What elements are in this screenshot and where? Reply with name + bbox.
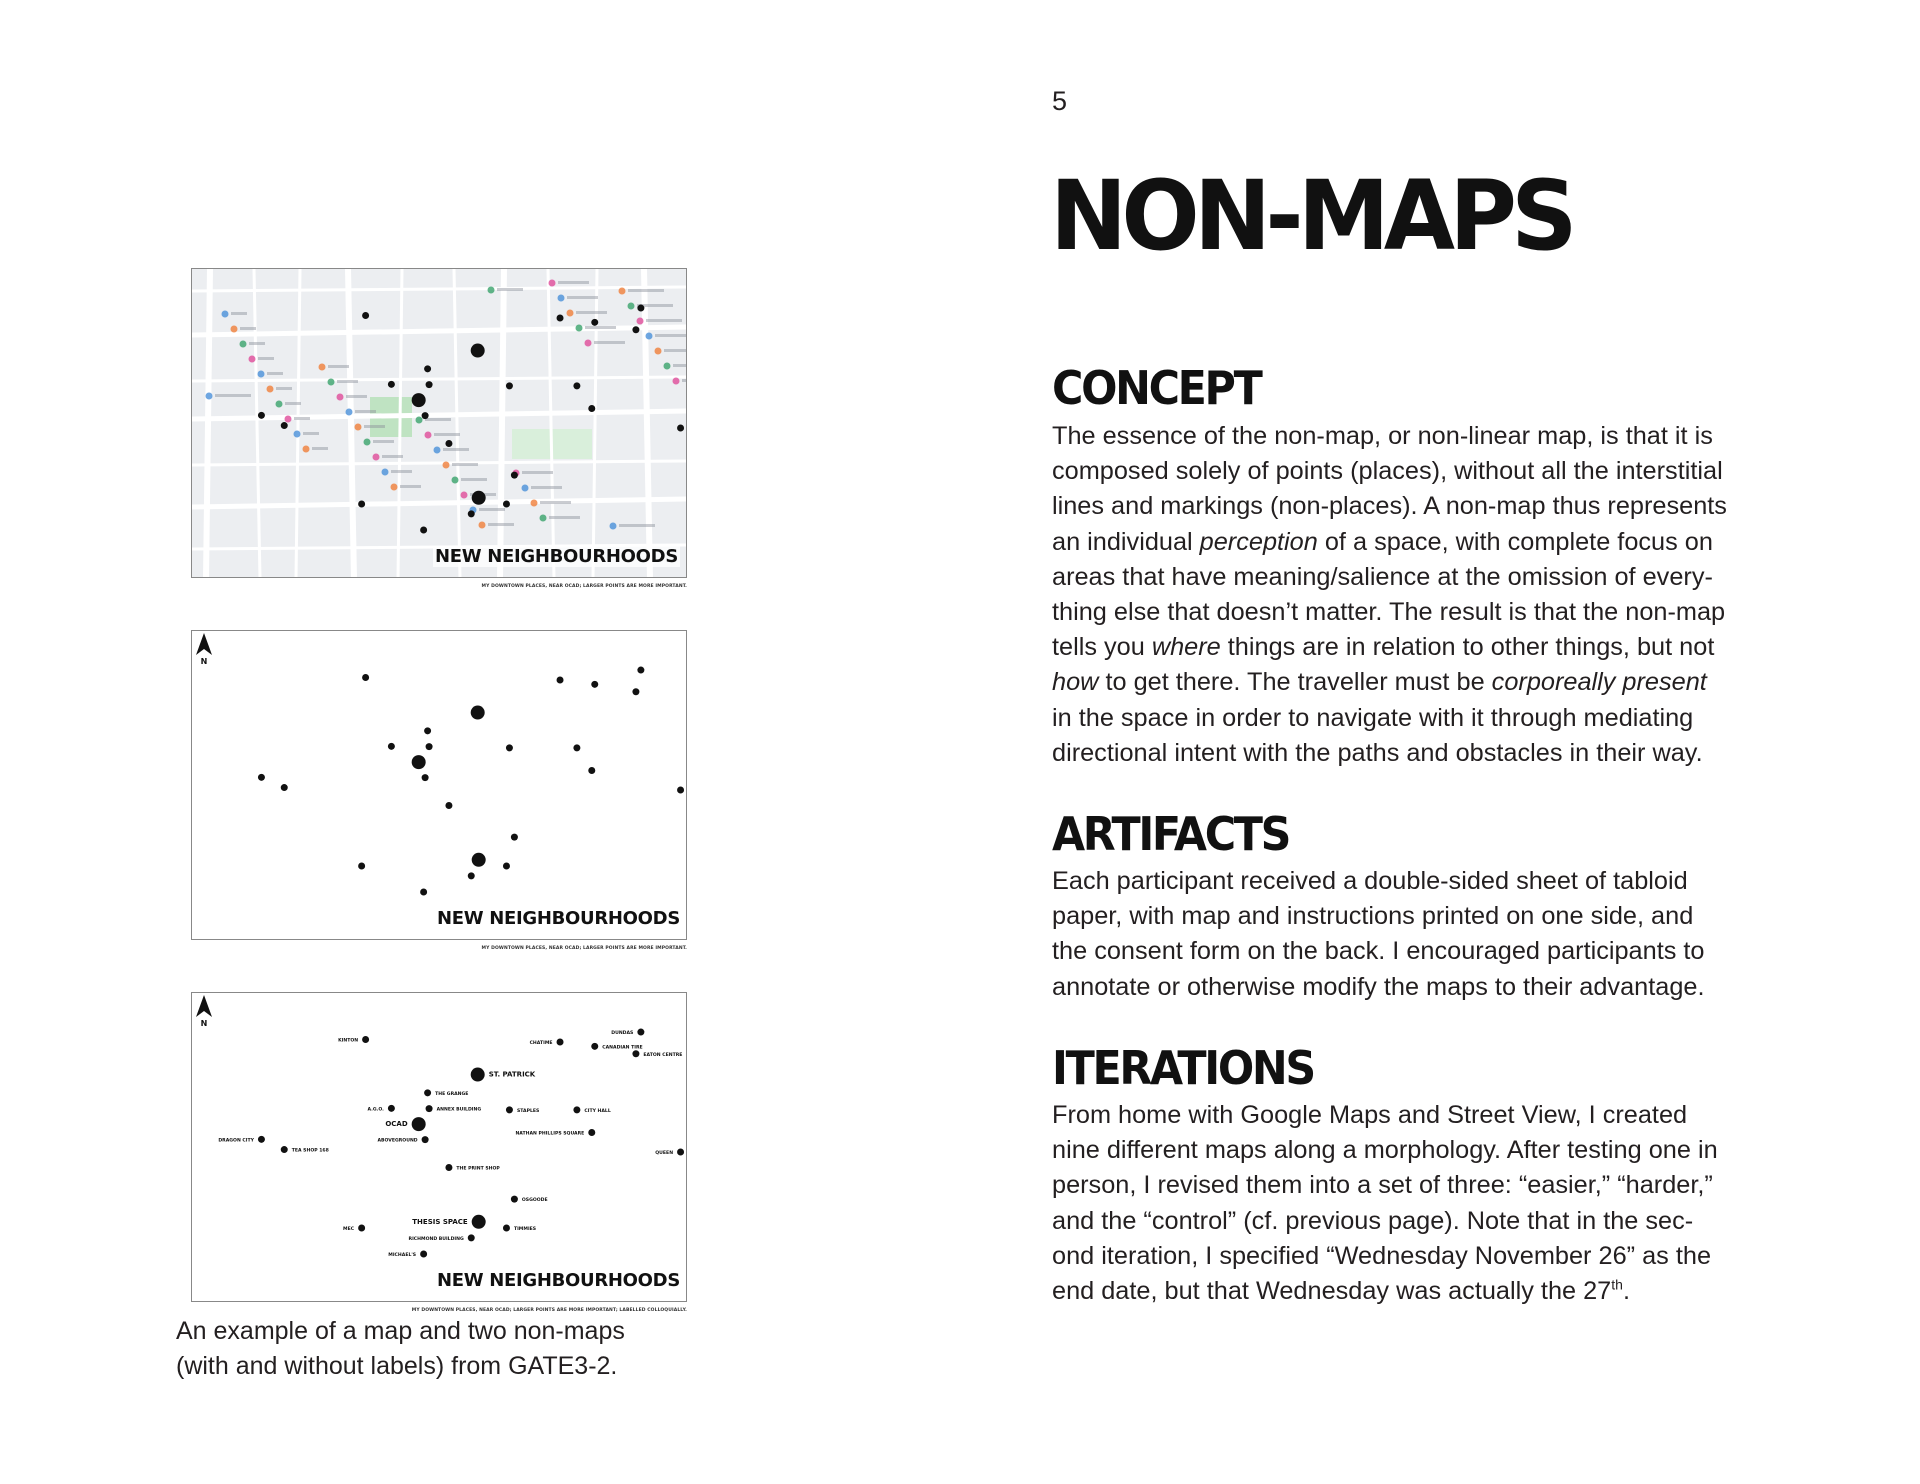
text-line xyxy=(1052,934,1822,969)
text-run: annotate or otherwise modify the maps to their advantage. xyxy=(1052,972,1705,1001)
text-line xyxy=(1052,864,1822,899)
place-point xyxy=(472,853,486,867)
street-map-panel xyxy=(191,268,687,578)
text-run: of a space, with complete focus on xyxy=(1317,527,1713,556)
place-point xyxy=(412,393,426,407)
place-label: CANADIAN TIRE xyxy=(602,1045,643,1051)
map-label-placeholder xyxy=(576,311,607,314)
place-point xyxy=(573,382,580,389)
place-point xyxy=(506,744,513,751)
place-point xyxy=(445,1164,452,1171)
map-label-placeholder xyxy=(258,357,274,360)
place-point xyxy=(677,1149,684,1156)
poi-marker-icon xyxy=(567,310,574,317)
place-point xyxy=(503,862,510,869)
place-point xyxy=(281,1146,288,1153)
text-run: person, I revised them into a set of three: “easier,” “harder,” xyxy=(1052,1171,1713,1200)
poi-marker-icon xyxy=(531,500,538,507)
text-line xyxy=(1052,1239,1822,1274)
place-point xyxy=(258,774,265,781)
place-point xyxy=(422,412,429,419)
map-label-placeholder xyxy=(664,349,687,352)
poi-marker-icon xyxy=(443,462,450,469)
place-point xyxy=(677,787,684,794)
place-point xyxy=(573,744,580,751)
non-map-labelled-points xyxy=(192,993,687,1302)
street-line xyxy=(500,269,504,578)
place-label: OSGOODE xyxy=(521,1198,548,1204)
map-label-placeholder xyxy=(655,334,687,337)
map-label-placeholder xyxy=(434,433,460,436)
place-point xyxy=(445,440,452,447)
poi-marker-icon xyxy=(328,379,335,386)
poi-marker-icon xyxy=(391,484,398,491)
poi-marker-icon xyxy=(294,431,301,438)
map-label-placeholder xyxy=(373,440,394,443)
place-point xyxy=(511,472,518,479)
poi-marker-icon xyxy=(346,409,353,416)
text-line xyxy=(1052,595,1822,630)
poi-marker-icon xyxy=(355,424,362,431)
map-label-placeholder xyxy=(215,394,251,397)
text-run: directional intent with the paths and obstacles in their way. xyxy=(1052,738,1703,767)
place-point xyxy=(557,314,564,321)
place-point xyxy=(424,1089,431,1096)
street-map-title: NEW NEIGHBOURHOODS xyxy=(434,546,678,567)
place-label: CHATIME xyxy=(529,1040,553,1046)
map-label-placeholder xyxy=(567,296,598,299)
text-run: . xyxy=(1622,1277,1630,1306)
map-label-placeholder xyxy=(391,470,412,473)
poi-marker-icon xyxy=(267,386,274,393)
text-line xyxy=(1052,419,1822,454)
section-heading-concept: CONCEPT xyxy=(1052,361,1261,415)
poi-marker-icon xyxy=(231,326,238,333)
place-point xyxy=(637,305,644,312)
map-label-placeholder xyxy=(346,395,367,398)
place-point xyxy=(557,676,564,683)
poi-marker-icon xyxy=(479,522,486,529)
text-run: an individual xyxy=(1052,527,1200,556)
text-line xyxy=(1052,560,1822,595)
text-line xyxy=(1052,1168,1822,1203)
text-run: composed solely of points (places), without all the interstitial xyxy=(1052,457,1723,486)
text-run: paper, with map and instructions printed on one side, and xyxy=(1052,902,1694,931)
place-point xyxy=(424,365,431,372)
poi-marker-icon xyxy=(585,340,592,347)
place-point xyxy=(591,681,598,688)
place-point xyxy=(511,834,518,841)
place-label: DUNDAS xyxy=(611,1031,634,1037)
map-label-placeholder xyxy=(443,448,469,451)
place-label: NATHAN PHILLIPS SQUARE xyxy=(515,1131,585,1137)
text-run: ond iteration, I specified “Wednesday November 26” as the xyxy=(1052,1241,1712,1270)
section-body-concept xyxy=(1052,419,1822,771)
place-label: DRAGON CITY xyxy=(218,1138,254,1144)
place-point xyxy=(503,1224,510,1231)
place-point xyxy=(420,889,427,896)
place-point xyxy=(588,405,595,412)
non-map-labelled-subtitle: MY DOWNTOWN PLACES, NEAR OCAD; LARGER POINTS ARE MORE IMPORTANT; LABELLED COLLOQUIALLY. xyxy=(411,1308,687,1313)
text-line xyxy=(1052,665,1822,700)
poi-marker-icon xyxy=(488,287,495,294)
place-point xyxy=(637,1029,644,1036)
page-title: NON-MAPS xyxy=(1050,160,1572,272)
street-map-graphic xyxy=(192,269,687,578)
text-line xyxy=(1052,1274,1822,1309)
non-map-unlabelled-title: NEW NEIGHBOURHOODS xyxy=(436,908,680,929)
place-point xyxy=(588,1129,595,1136)
map-label-placeholder xyxy=(312,447,328,450)
text-run: tells you xyxy=(1052,633,1152,662)
text-line xyxy=(1052,970,1822,1005)
place-point xyxy=(511,1196,518,1203)
map-label-placeholder xyxy=(646,319,682,322)
street-map-subtitle: MY DOWNTOWN PLACES, NEAR OCAD; LARGER POINTS ARE MORE IMPORTANT. xyxy=(481,584,687,589)
place-point xyxy=(573,1106,580,1113)
figure-caption xyxy=(176,1314,736,1384)
map-label-placeholder xyxy=(479,508,505,511)
place-point xyxy=(472,491,486,505)
place-point xyxy=(506,1106,513,1113)
text-run: lines and markings (non-places). A non-map thus represents xyxy=(1052,492,1727,521)
map-label-placeholder xyxy=(400,485,421,488)
north-arrow-icon xyxy=(192,631,216,665)
place-point xyxy=(281,422,288,429)
poi-marker-icon xyxy=(540,515,547,522)
place-point xyxy=(468,1234,475,1241)
map-label-placeholder xyxy=(303,432,319,435)
place-point xyxy=(468,510,475,517)
place-point xyxy=(632,688,639,695)
place-point xyxy=(632,326,639,333)
text-run: thing else that doesn’t matter. The result is that the non-map xyxy=(1052,598,1726,627)
place-point xyxy=(426,1105,433,1112)
map-label-placeholder xyxy=(364,425,385,428)
section-body-artifacts xyxy=(1052,864,1822,1005)
north-label: N xyxy=(200,657,208,665)
poi-marker-icon xyxy=(646,333,653,340)
non-map-labelled-title: NEW NEIGHBOURHOODS xyxy=(436,1270,680,1291)
place-point xyxy=(637,667,644,674)
place-label: MEC xyxy=(343,1226,355,1232)
poi-marker-icon xyxy=(258,371,265,378)
place-point xyxy=(426,743,433,750)
place-label: STAPLES xyxy=(516,1108,540,1114)
poi-marker-icon xyxy=(619,288,626,295)
place-label: RICHMOND BUILDING xyxy=(408,1236,464,1242)
map-label-placeholder xyxy=(682,379,687,382)
map-label-placeholder xyxy=(425,418,451,421)
map-label-placeholder xyxy=(619,524,655,527)
poi-marker-icon xyxy=(522,485,529,492)
poi-marker-icon xyxy=(673,378,680,385)
map-background xyxy=(192,269,687,578)
place-point xyxy=(591,1043,598,1050)
map-label-placeholder xyxy=(337,380,358,383)
poi-marker-icon xyxy=(364,439,371,446)
poi-marker-icon xyxy=(461,492,468,499)
map-label-placeholder xyxy=(328,365,349,368)
place-label: THESIS SPACE xyxy=(412,1217,468,1226)
text-run: end date, but that Wednesday was actually the 27 xyxy=(1052,1277,1612,1306)
poi-marker-icon xyxy=(319,364,326,371)
text-run: and the “control” (cf. previous page). Note that in the sec- xyxy=(1052,1206,1694,1235)
map-label-placeholder xyxy=(531,486,562,489)
place-point xyxy=(358,1224,365,1231)
place-point xyxy=(388,381,395,388)
place-point xyxy=(362,1036,369,1043)
place-point xyxy=(506,382,513,389)
superscript-text: th xyxy=(1611,1276,1623,1293)
place-point xyxy=(388,1105,395,1112)
map-label-placeholder xyxy=(585,326,616,329)
poi-marker-icon xyxy=(664,363,671,370)
place-label: ANNEX BUILDING xyxy=(436,1107,482,1113)
section-body-iterations xyxy=(1052,1098,1822,1309)
poi-marker-icon xyxy=(285,416,292,423)
place-point xyxy=(420,527,427,534)
map-label-placeholder xyxy=(594,341,625,344)
poi-marker-icon xyxy=(206,393,213,400)
place-label: OCAD xyxy=(385,1120,408,1129)
place-point xyxy=(677,425,684,432)
place-point xyxy=(362,674,369,681)
map-label-placeholder xyxy=(231,312,247,315)
place-point xyxy=(557,1038,564,1045)
map-label-placeholder xyxy=(285,402,301,405)
text-run: From home with Google Maps and Street View, I created xyxy=(1052,1101,1688,1129)
poi-marker-icon xyxy=(416,417,423,424)
place-point xyxy=(503,500,510,507)
map-label-placeholder xyxy=(267,372,283,375)
place-label: KINTON xyxy=(338,1038,359,1044)
text-line xyxy=(1052,489,1822,524)
poi-marker-icon xyxy=(576,325,583,332)
place-label: CITY HALL xyxy=(584,1108,611,1114)
place-point xyxy=(468,872,475,879)
map-label-placeholder xyxy=(522,471,553,474)
north-label: N xyxy=(200,1019,208,1027)
poi-marker-icon xyxy=(637,318,644,325)
text-line xyxy=(1052,1098,1822,1133)
emphasis-text: how xyxy=(1052,668,1099,697)
page-number: 5 xyxy=(1052,86,1068,116)
place-point xyxy=(412,755,426,769)
place-point xyxy=(358,500,365,507)
non-map-unlabelled-points xyxy=(192,631,687,940)
place-label: TEA SHOP 168 xyxy=(291,1148,329,1154)
map-label-placeholder xyxy=(497,288,523,291)
text-line xyxy=(1052,701,1822,736)
map-label-placeholder xyxy=(240,327,256,330)
non-map-unlabelled-panel xyxy=(191,630,687,940)
place-point xyxy=(424,727,431,734)
place-point xyxy=(358,862,365,869)
emphasis-text: perception xyxy=(1199,527,1318,556)
place-point xyxy=(420,1251,427,1258)
place-point xyxy=(388,743,395,750)
section-heading-iterations: ITERATIONS xyxy=(1052,1041,1314,1095)
place-point xyxy=(362,312,369,319)
place-point xyxy=(632,1050,639,1057)
place-point xyxy=(445,802,452,809)
map-label-placeholder xyxy=(549,516,580,519)
place-label: MICHAEL'S xyxy=(388,1253,417,1259)
poi-marker-icon xyxy=(549,280,556,287)
map-label-placeholder xyxy=(461,478,487,481)
caption-line: An example of a map and two non-maps xyxy=(176,1317,625,1345)
north-arrow-icon xyxy=(192,993,216,1027)
poi-marker-icon xyxy=(628,303,635,310)
poi-marker-icon xyxy=(373,454,380,461)
place-point xyxy=(258,1136,265,1143)
place-label: QUEEN xyxy=(655,1151,674,1157)
text-line xyxy=(1052,525,1822,560)
poi-marker-icon xyxy=(382,469,389,476)
place-label: THE PRINT SHOP xyxy=(456,1166,500,1172)
poi-marker-icon xyxy=(655,348,662,355)
text-line xyxy=(1052,630,1822,665)
text-run: areas that have meaning/salience at the omission of every- xyxy=(1052,562,1713,591)
poi-marker-icon xyxy=(452,477,459,484)
poi-marker-icon xyxy=(558,295,565,302)
place-point xyxy=(426,381,433,388)
map-label-placeholder xyxy=(382,455,403,458)
map-label-placeholder xyxy=(488,523,514,526)
text-run: nine different maps along a morphology. After testing one in xyxy=(1052,1136,1718,1165)
map-label-placeholder xyxy=(673,364,687,367)
poi-marker-icon xyxy=(425,432,432,439)
map-label-placeholder xyxy=(355,410,376,413)
non-map-unlabelled-subtitle: MY DOWNTOWN PLACES, NEAR OCAD; LARGER POINTS ARE MORE IMPORTANT. xyxy=(481,946,687,951)
poi-marker-icon xyxy=(222,311,229,318)
poi-marker-icon xyxy=(337,394,344,401)
place-label: TIMMIES xyxy=(513,1226,537,1232)
poi-marker-icon xyxy=(276,401,283,408)
place-point xyxy=(258,412,265,419)
place-point xyxy=(472,1215,486,1229)
text-run: Each participant received a double-sided sheet of tabloid xyxy=(1052,867,1688,895)
map-label-placeholder xyxy=(540,501,571,504)
text-line xyxy=(1052,454,1822,489)
place-point xyxy=(422,1136,429,1143)
section-heading-artifacts: ARTIFACTS xyxy=(1052,807,1290,861)
poi-marker-icon xyxy=(249,356,256,363)
text-run: in the space in order to navigate with it through mediating xyxy=(1052,703,1694,732)
place-point xyxy=(422,774,429,781)
place-label: THE GRANGE xyxy=(435,1091,469,1097)
caption-line: (with and without labels) from GATE3-2. xyxy=(176,1352,618,1380)
street-line xyxy=(206,269,210,578)
poi-marker-icon xyxy=(434,447,441,454)
place-point xyxy=(591,319,598,326)
place-label: ST. PATRICK xyxy=(488,1070,536,1079)
map-label-placeholder xyxy=(628,289,664,292)
place-point xyxy=(471,344,485,358)
text-line xyxy=(1052,736,1822,771)
place-label: A.G.O. xyxy=(367,1107,384,1113)
map-label-placeholder xyxy=(294,417,310,420)
place-point xyxy=(281,784,288,791)
map-label-placeholder xyxy=(249,342,265,345)
text-line xyxy=(1052,1204,1822,1239)
map-label-placeholder xyxy=(452,463,478,466)
poi-marker-icon xyxy=(240,341,247,348)
place-point xyxy=(471,706,485,720)
poi-marker-icon xyxy=(610,523,617,530)
text-run: the consent form on the back. I encouraged participants to xyxy=(1052,937,1705,966)
emphasis-text: where xyxy=(1151,633,1221,662)
non-map-labelled-panel xyxy=(191,992,687,1302)
text-line xyxy=(1052,899,1822,934)
emphasis-text: corporeally present xyxy=(1491,668,1707,697)
place-point xyxy=(588,767,595,774)
place-label: EATON CENTRE xyxy=(643,1052,683,1058)
text-run: to get there. The traveller must be xyxy=(1098,668,1492,697)
place-point xyxy=(412,1117,426,1131)
map-label-placeholder xyxy=(558,281,589,284)
poi-marker-icon xyxy=(303,446,310,453)
place-point xyxy=(471,1068,485,1082)
place-label: ABOVEGROUND xyxy=(377,1138,418,1144)
map-label-placeholder xyxy=(276,387,292,390)
text-line xyxy=(1052,1133,1822,1168)
text-run: The essence of the non-map, or non-linear map, is that it is xyxy=(1052,422,1713,450)
text-run: things are in relation to other things, but not xyxy=(1220,633,1715,662)
